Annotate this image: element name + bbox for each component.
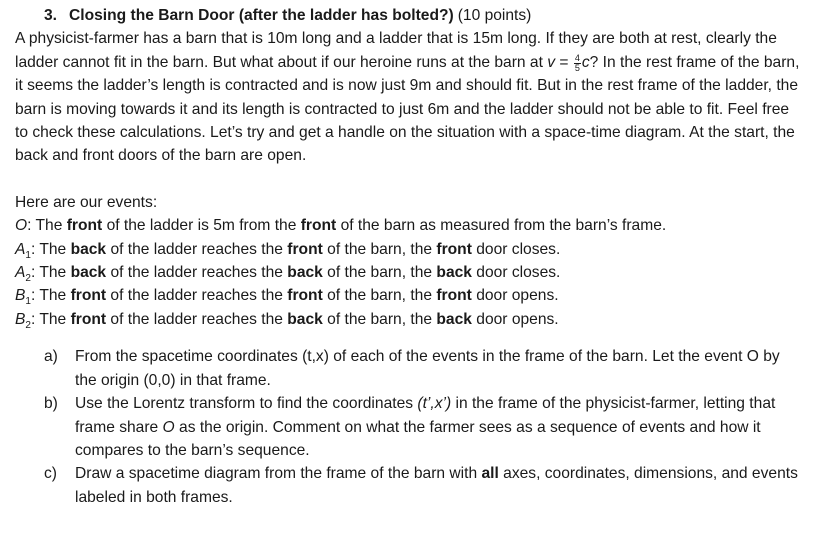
event-label: A	[15, 240, 26, 258]
fraction-denominator: 5	[574, 62, 580, 73]
event-label: A	[15, 264, 26, 282]
problem-points: (10 points)	[457, 7, 532, 24]
problem-title: Closing the Barn Door (after the ladder has bolted?)	[69, 7, 454, 24]
problem-number: 3.	[44, 7, 58, 24]
event-item: $B_1$: The front of the ladder reaches the front of the barn, the front door opens.	[15, 287, 559, 308]
event-item: O: The front of the ladder is 5m from the front of the barn as measured from the barn’s frame.	[15, 217, 667, 235]
fraction	[574, 54, 581, 73]
question-label: c)	[44, 465, 57, 483]
fraction-numerator: 4	[574, 52, 580, 63]
event-item: $B_2$: The front of the ladder reaches the back of the barn, the back door opens.	[15, 310, 559, 331]
question-text: Draw a spacetime diagram from the frame of the barn with all axes, coordinates, dimensions, and events labeled in both frames.	[75, 465, 798, 506]
var-v: v	[547, 53, 556, 71]
intro-text-1: A physicist-farmer has a barn that is 10m long and a ladder that is 15m long. If they are both at rest, clearly the ladder cannot fit in the barn. But what about if our heroine runs at the barn at	[15, 30, 777, 71]
event-label: B	[15, 287, 26, 305]
var-c: c	[581, 53, 590, 71]
intro-text-2: ? In the rest frame of the barn, it seems the ladder’s length is contracted and is now just 9m and should fit. But in the rest frame of the ladder, the barn is moving towards it and its length is contracted to just 6m and the ladder should not be able to fit. Feel free to check these calculations. Let’s try and get a handle on the situation with a space-time diagram. At the start, the back and front doors of the barn are open.	[15, 53, 800, 165]
event-item: $A_1$: The back of the ladder reaches the front of the barn, the front door closes.	[15, 240, 561, 261]
question-text: From the spacetime coordinates (t,x) of each of the events in the frame of the barn. Let the event O by the origin (0,0) in that frame.	[75, 348, 780, 389]
question-label: a)	[44, 348, 58, 366]
intro-paragraph	[15, 27, 805, 167]
question-c	[44, 462, 805, 509]
event-label: B	[15, 310, 26, 328]
question-text: Use the Lorentz transform to find the coordinates (t’,x’) in the frame of the physicist-farmer, letting that frame share O as the origin. Comment on what the farmer sees as a sequence of events and how it compares to the barn’s sequence.	[75, 395, 776, 459]
question-a	[44, 345, 805, 392]
problem-heading	[44, 4, 805, 27]
question-label: b)	[44, 395, 58, 413]
question-b	[44, 392, 805, 462]
equals-sign: =	[555, 53, 573, 71]
questions-list	[44, 345, 805, 509]
events-list	[15, 214, 805, 331]
event-item: $A_2$: The back of the ladder reaches the back of the barn, the back door closes.	[15, 264, 561, 285]
events-heading: Here are our events:	[15, 193, 158, 211]
event-label: O	[15, 217, 28, 235]
